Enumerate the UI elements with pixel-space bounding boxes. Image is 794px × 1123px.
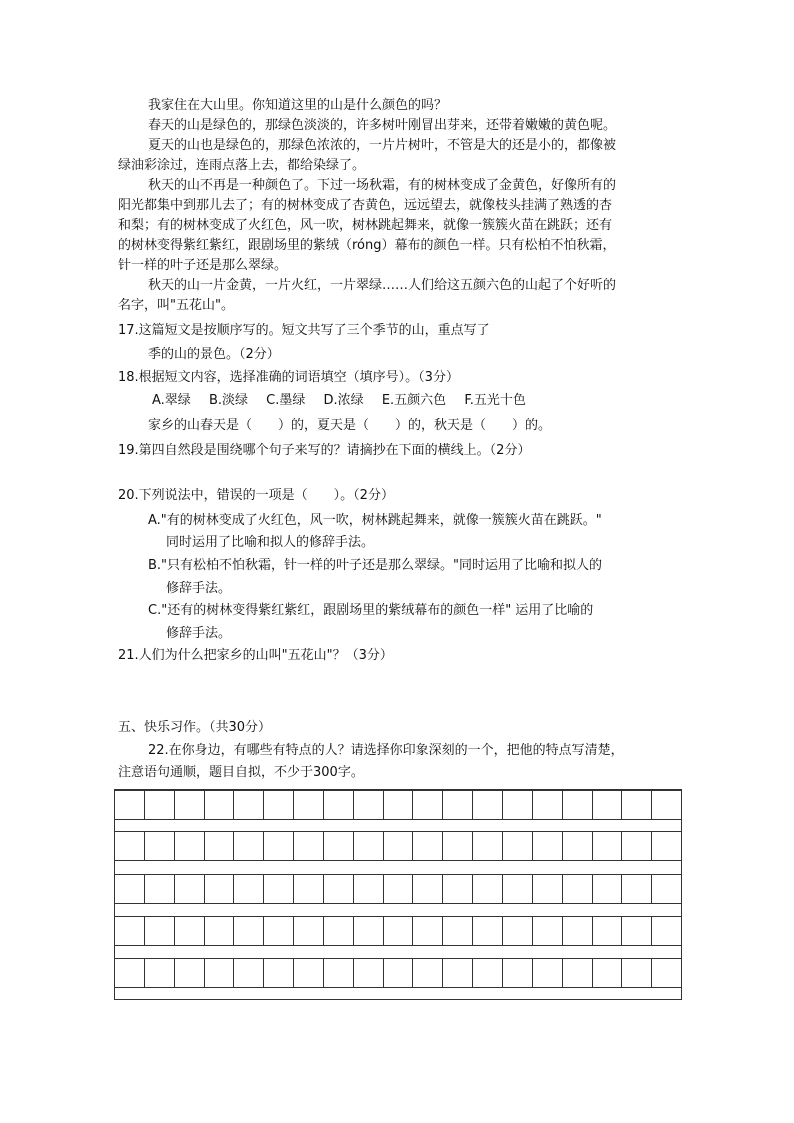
grid-cell[interactable] (324, 959, 354, 987)
grid-cell[interactable] (264, 917, 294, 945)
question-18-fill-sentence: 家乡的山春天是（ ）的，夏天是（ ）的，秋天是（ ）的。 (148, 418, 552, 433)
grid-row (115, 831, 681, 861)
grid-cell[interactable] (294, 959, 324, 987)
grid-cell[interactable] (175, 875, 205, 903)
grid-cell[interactable] (622, 832, 652, 860)
grid-cell[interactable] (503, 832, 533, 860)
grid-cell[interactable] (264, 791, 294, 819)
option-b: B.淡绿 (208, 393, 249, 408)
question-19-prompt: 19.第四自然段是围绕哪个句子来写的？请摘抄在下面的横线上。（2分） (118, 443, 531, 458)
grid-cell[interactable] (145, 875, 175, 903)
grid-cell[interactable] (145, 917, 175, 945)
grid-cell[interactable] (145, 959, 175, 987)
grid-cell[interactable] (473, 959, 503, 987)
grid-cell[interactable] (175, 917, 205, 945)
grid-cell[interactable] (354, 791, 384, 819)
grid-cell[interactable] (205, 875, 235, 903)
grid-cell[interactable] (205, 959, 235, 987)
passage-p4-line2: 阳光都集中到那儿去了；有的树林变成了杏黄色，远远望去，就像枝头挂满了熟透的杏 (118, 198, 613, 213)
grid-cell[interactable] (205, 791, 235, 819)
grid-cell[interactable] (175, 832, 205, 860)
grid-cell[interactable] (533, 832, 563, 860)
question-20-option-c-line1: C."还有的树林变得紫红紫红，跟剧场里的紫绒幕布的颜色一样" 运用了比喻的 (148, 603, 594, 618)
passage-p5-line1: 秋天的山一片金黄，一片火红，一片翠绿……人们给这五颜六色的山起了个好听的 (148, 278, 617, 293)
grid-cell[interactable] (384, 832, 414, 860)
question-17-line1: 17.这篇短文是按顺序写的。短文共写了三个季节的山，重点写了 (118, 323, 490, 338)
writing-grid[interactable] (114, 789, 682, 1000)
grid-cell[interactable] (354, 917, 384, 945)
question-20-option-b-line2: 修辞手法。 (166, 581, 232, 596)
grid-cell[interactable] (443, 959, 473, 987)
option-e: E.五颜六色 (381, 393, 447, 408)
option-a: A.翠绿 (152, 393, 191, 408)
question-18-options (152, 391, 540, 411)
grid-cell[interactable] (593, 917, 623, 945)
grid-cell[interactable] (324, 875, 354, 903)
grid-cell[interactable] (652, 917, 681, 945)
grid-cell[interactable] (622, 959, 652, 987)
passage-p1-line1: 我家住在大山里。你知道这里的山是什么颜色的吗？ (148, 98, 448, 113)
question-20-prompt: 20.下列说法中，错误的一项是（ ）。（2分） (118, 488, 394, 503)
grid-cell[interactable] (175, 791, 205, 819)
passage-p4-line4: 的树林变得紫红紫红，跟剧场里的紫绒（róng）幕布的颜色一样。只有松柏不怕秋霜， (118, 238, 616, 253)
grid-cell[interactable] (622, 917, 652, 945)
grid-cell[interactable] (324, 917, 354, 945)
grid-cell[interactable] (473, 832, 503, 860)
passage-p4-line1: 秋天的山不再是一种颜色了。下过一场秋霜，有的树林变成了金黄色，好像所有的 (148, 178, 617, 193)
question-20-option-a-line2: 同时运用了比喻和拟人的修辞手法。 (166, 535, 375, 550)
grid-cell[interactable] (115, 875, 145, 903)
grid-cell[interactable] (115, 917, 145, 945)
passage-p2-line1: 春天的山是绿色的，那绿色淡淡的，许多树叶刚冒出芽来，还带着嫩嫩的黄色呢。 (148, 118, 617, 133)
grid-cell[interactable] (622, 875, 652, 903)
option-d: D.浓绿 (323, 393, 364, 408)
passage-p3-line2: 绿油彩涂过，连雨点落上去，都给染绿了。 (118, 158, 366, 173)
option-c: C.墨绿 (266, 393, 306, 408)
question-21-prompt: 21.人们为什么把家乡的山叫"五花山"？（3分） (118, 648, 393, 663)
grid-cell[interactable] (115, 791, 145, 819)
question-20-option-c-line2: 修辞手法。 (166, 626, 232, 641)
question-22-line1: 22.在你身边，有哪些有特点的人？请选择你印象深刻的一个，把他的特点写清楚， (148, 743, 624, 758)
grid-cell[interactable] (354, 832, 384, 860)
grid-cell[interactable] (205, 917, 235, 945)
grid-cell[interactable] (384, 791, 414, 819)
grid-cell[interactable] (443, 832, 473, 860)
grid-cell[interactable] (593, 959, 623, 987)
grid-cell[interactable] (413, 791, 443, 819)
grid-cell[interactable] (324, 791, 354, 819)
grid-cell[interactable] (234, 959, 264, 987)
grid-cell[interactable] (264, 959, 294, 987)
grid-cell[interactable] (652, 832, 681, 860)
passage-p3-line1: 夏天的山也是绿色的，那绿色浓浓的，一片片树叶，不管是大的还是小的，都像被 (148, 138, 617, 153)
grid-cell[interactable] (205, 832, 235, 860)
grid-cell[interactable] (652, 791, 681, 819)
grid-cell[interactable] (473, 791, 503, 819)
grid-cell[interactable] (443, 917, 473, 945)
grid-cell[interactable] (593, 791, 623, 819)
grid-cell[interactable] (324, 832, 354, 860)
grid-cell[interactable] (503, 917, 533, 945)
grid-cell[interactable] (264, 832, 294, 860)
question-18-prompt: 18.根据短文内容，选择准确的词语填空（填序号）。（3分） (118, 370, 459, 385)
grid-cell[interactable] (264, 875, 294, 903)
grid-cell[interactable] (622, 791, 652, 819)
grid-cell[interactable] (145, 832, 175, 860)
grid-cell[interactable] (413, 875, 443, 903)
grid-cell[interactable] (593, 875, 623, 903)
grid-cell[interactable] (294, 875, 324, 903)
grid-cell[interactable] (384, 917, 414, 945)
grid-cell[interactable] (443, 875, 473, 903)
grid-cell[interactable] (652, 959, 681, 987)
grid-cell[interactable] (294, 832, 324, 860)
grid-cell[interactable] (354, 959, 384, 987)
grid-cell[interactable] (175, 959, 205, 987)
grid-cell[interactable] (593, 832, 623, 860)
grid-cell[interactable] (533, 917, 563, 945)
grid-cell[interactable] (533, 959, 563, 987)
question-20-option-a-line1: A."有的树林变成了火红色，风一吹，树林跳起舞来，就像一簇簇火苗在跳跃。" (148, 513, 602, 528)
passage-p5-line2: 名字，叫"五花山"。 (118, 298, 234, 313)
grid-cell[interactable] (563, 917, 593, 945)
passage-p4-line3: 和梨；有的树林变成了火红色，风一吹，树林跳起舞来，就像一簇簇火苗在跳跃；还有 (118, 218, 613, 233)
grid-cell[interactable] (443, 791, 473, 819)
grid-cell[interactable] (563, 832, 593, 860)
grid-row (115, 958, 681, 988)
passage-p4-line5: 针一样的叶子还是那么翠绿。 (118, 258, 288, 273)
grid-cell[interactable] (115, 832, 145, 860)
grid-row (115, 790, 681, 820)
question-20-option-b-line1: B."只有松柏不怕秋霜，针一样的叶子还是那么翠绿。"同时运用了比喻和拟人的 (148, 558, 603, 573)
grid-cell[interactable] (563, 959, 593, 987)
grid-row (115, 874, 681, 904)
grid-cell[interactable] (473, 875, 503, 903)
grid-cell[interactable] (413, 917, 443, 945)
question-17-line2: 季的山的景色。（2分） (148, 347, 280, 362)
grid-cell[interactable] (145, 791, 175, 819)
question-22-line2: 注意语句通顺，题目自拟，不少于300字。 (118, 765, 364, 780)
grid-cell[interactable] (563, 791, 593, 819)
grid-cell[interactable] (354, 875, 384, 903)
grid-cell[interactable] (473, 917, 503, 945)
grid-cell[interactable] (294, 791, 324, 819)
grid-cell[interactable] (234, 917, 264, 945)
grid-cell[interactable] (294, 917, 324, 945)
section-5-title: 五、快乐习作。（共30分） (118, 720, 272, 735)
grid-cell[interactable] (115, 959, 145, 987)
grid-cell[interactable] (533, 875, 563, 903)
grid-cell[interactable] (384, 875, 414, 903)
grid-row (115, 916, 681, 946)
grid-cell[interactable] (413, 832, 443, 860)
option-f: F.五光十色 (464, 393, 526, 408)
grid-cell[interactable] (503, 875, 533, 903)
grid-cell[interactable] (503, 791, 533, 819)
grid-cell[interactable] (384, 959, 414, 987)
grid-cell[interactable] (413, 959, 443, 987)
grid-cell[interactable] (234, 832, 264, 860)
grid-cell[interactable] (503, 959, 533, 987)
grid-cell[interactable] (234, 875, 264, 903)
grid-cell[interactable] (563, 875, 593, 903)
grid-cell[interactable] (234, 791, 264, 819)
grid-cell[interactable] (533, 791, 563, 819)
grid-cell[interactable] (652, 875, 681, 903)
